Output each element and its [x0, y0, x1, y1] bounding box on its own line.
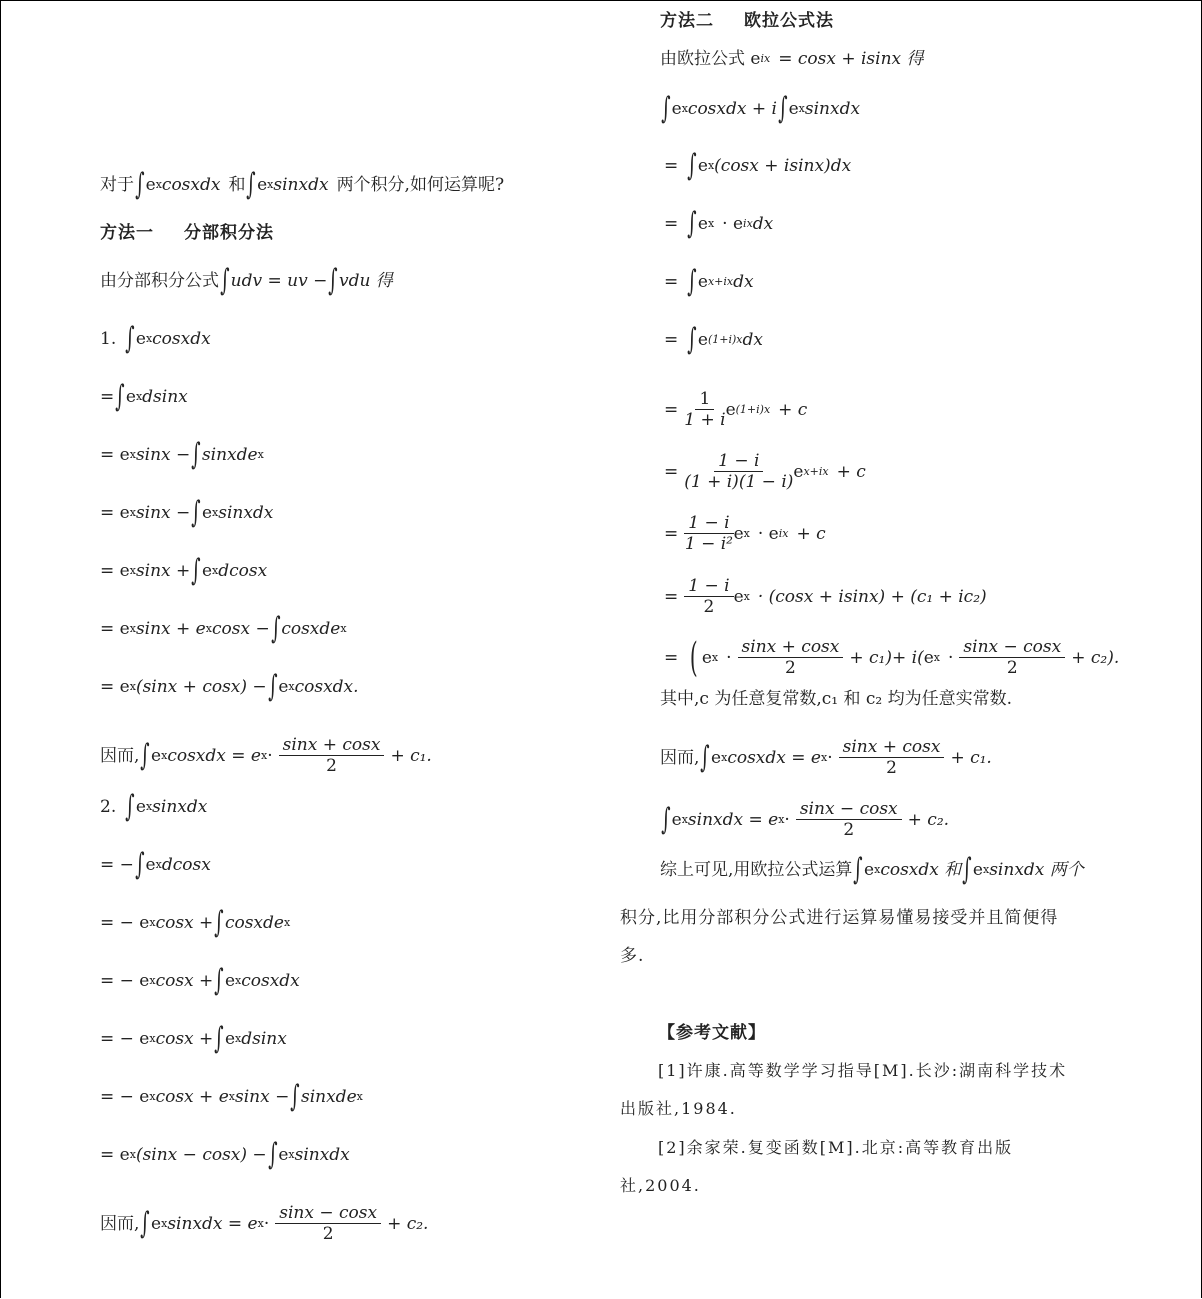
derivation-step: = − e x cosx + ∫ e x cosxdx — [100, 963, 300, 998]
euler-step: = ∫ e (1+i)x dx — [664, 322, 763, 357]
derivation-step: = − ∫ e x dcosx — [100, 847, 211, 882]
derivation-step: = − e x cosx + e x sinx − ∫ sinxde x — [100, 1079, 363, 1114]
integral-sign: ∫ — [246, 167, 256, 202]
reference-2a: [2]余家荣.复变函数[M].北京:高等教育出版 — [658, 1138, 1014, 1157]
exp-base: e — [145, 175, 156, 195]
euler-step: = $\frac{1 - i}{2}$ e x · (cosx + isinx) + (c₁ + ic₂) — [664, 576, 987, 617]
and-text: 和 — [228, 175, 246, 195]
references-heading: 【参考文献】 — [658, 1023, 766, 1043]
part1-heading: 1. ∫ e x cosxdx — [100, 321, 211, 356]
integral-sign: ∫ — [135, 167, 145, 202]
exp-base: e — [257, 175, 268, 195]
integrand: cosxdx — [161, 175, 221, 195]
parts-formula-line — [100, 263, 393, 298]
derivation-step: = e x sinx − ∫ sinxde x — [100, 437, 264, 472]
reference-2b: 社,2004. — [620, 1176, 701, 1195]
conclusion-line-2: 积分,比用分部积分公式进行运算易懂易接受并且简便得 — [620, 908, 1059, 928]
integral-sign: ∫ — [220, 263, 230, 298]
result2-euler: ∫ e x sinxdx = e x · $\frac{\sin x - \cos x}{2}$ + c₂. — [661, 799, 950, 840]
euler-formula-line: 由欧拉公式 e ix = cosx + isinx 得 — [660, 49, 924, 69]
integral-sign: ∫ — [125, 321, 135, 356]
derivation-step: = − e x cosx + ∫ cosxde x — [100, 905, 291, 940]
derivation-step: = e x sinx + ∫ e x dcosx — [100, 553, 268, 588]
result1-euler: 因而, ∫ e x cosxdx = e x · $\frac{\sin x + \cos x}{2}$ + c₁. — [660, 737, 992, 778]
integrand: sinxdx — [273, 175, 329, 195]
euler-step: ∫ e x cosxdx + i ∫ e x sinxdx — [661, 91, 861, 126]
constants-note: 其中,c 为任意复常数,c₁ 和 c₂ 均为任意实常数. — [660, 689, 1013, 709]
method1-heading — [100, 222, 274, 244]
intro-text: 两个积分,如何运算呢? — [336, 175, 505, 195]
conclusion-line-3: 多. — [620, 946, 645, 966]
derivation-step: = ∫ e x dsinx — [100, 379, 188, 414]
euler-step: = ( e x · $\frac{\sin x + \cos x}{2}$ + c₁) + i( e x · $\frac{\sin x - \cos x}{2}$ + c₂). — [664, 634, 1120, 681]
fraction: $\frac{\sin x - \cos x}{2}$ — [275, 1203, 381, 1244]
integrand: cosxdx — [152, 329, 211, 349]
integral-sign: ∫ — [328, 263, 338, 298]
euler-step: = $\frac{1 - i}{\text{1 − i²}}$ e x · e ix + c — [664, 513, 826, 554]
intro-text: 对于 — [100, 175, 134, 195]
part2-heading: 2. ∫ e x sinxdx — [100, 789, 208, 824]
result1-line: 因而, ∫ e x cosxdx = e x · $\frac{\sin x + \cos x}{2}$ + c₁. — [100, 735, 432, 776]
reference-1b: 出版社,1984. — [620, 1099, 737, 1118]
result2-line: 因而, ∫ e x sinxdx = e x · $\frac{\sin x - \cos x}{2}$ + c₂. — [100, 1203, 429, 1244]
euler-step: = $\frac{1}{1 + i}$ e (1+i)x + c — [664, 389, 808, 430]
derivation-step: = − e x cosx + ∫ e x dsinx — [100, 1021, 287, 1056]
euler-step: = ∫ e x (cosx + isinx)dx — [664, 148, 852, 183]
method2-heading — [660, 10, 834, 32]
derivation-step: = e x sinx − ∫ e x sinxdx — [100, 495, 274, 530]
derivation-step: = e x sinx + e x cosx − ∫ cosxde x — [100, 611, 347, 646]
formula-end: vdu 得 — [338, 271, 393, 291]
formula-intro: 由分部积分公式 — [100, 271, 219, 291]
intro-line: 对于 ∫ e x cosxdx 和 ∫ e x sinxdx 两个积分,如何运算呢? — [100, 167, 505, 202]
part-label: 2. — [100, 797, 117, 817]
derivation-step: = e x (sinx + cosx) − ∫ e x cosxdx. — [100, 669, 359, 704]
method1-number: 方法一 — [100, 223, 154, 243]
method1-title: 分部积分法 — [184, 223, 274, 243]
method2-number: 方法二 — [660, 11, 714, 31]
derivation-step: = e x (sinx − cosx) − ∫ e x sinxdx — [100, 1137, 350, 1172]
euler-step: = $\frac{1 - i}{(1 + i)(1 - i)}$ e x+ix + c — [664, 451, 866, 492]
fraction: $\frac{\sin x + \cos x}{2}$ — [279, 735, 385, 776]
hence-text: 因而, — [100, 745, 140, 766]
part-label: 1. — [100, 329, 117, 349]
method2-title: 欧拉公式法 — [744, 11, 834, 31]
euler-step: = ∫ e x · e ix dx — [664, 206, 774, 241]
reference-1a: [1]许康.高等数学学习指导[M].长沙:湖南科学技术 — [658, 1061, 1068, 1080]
conclusion-line-1: 综上可见,用欧拉公式运算 ∫ e x cosxdx 和 ∫ e x sinxdx 两个 — [660, 852, 1084, 887]
formula-body: udv = uv − — [230, 271, 328, 291]
euler-step: = ∫ e x+ix dx — [664, 264, 754, 299]
